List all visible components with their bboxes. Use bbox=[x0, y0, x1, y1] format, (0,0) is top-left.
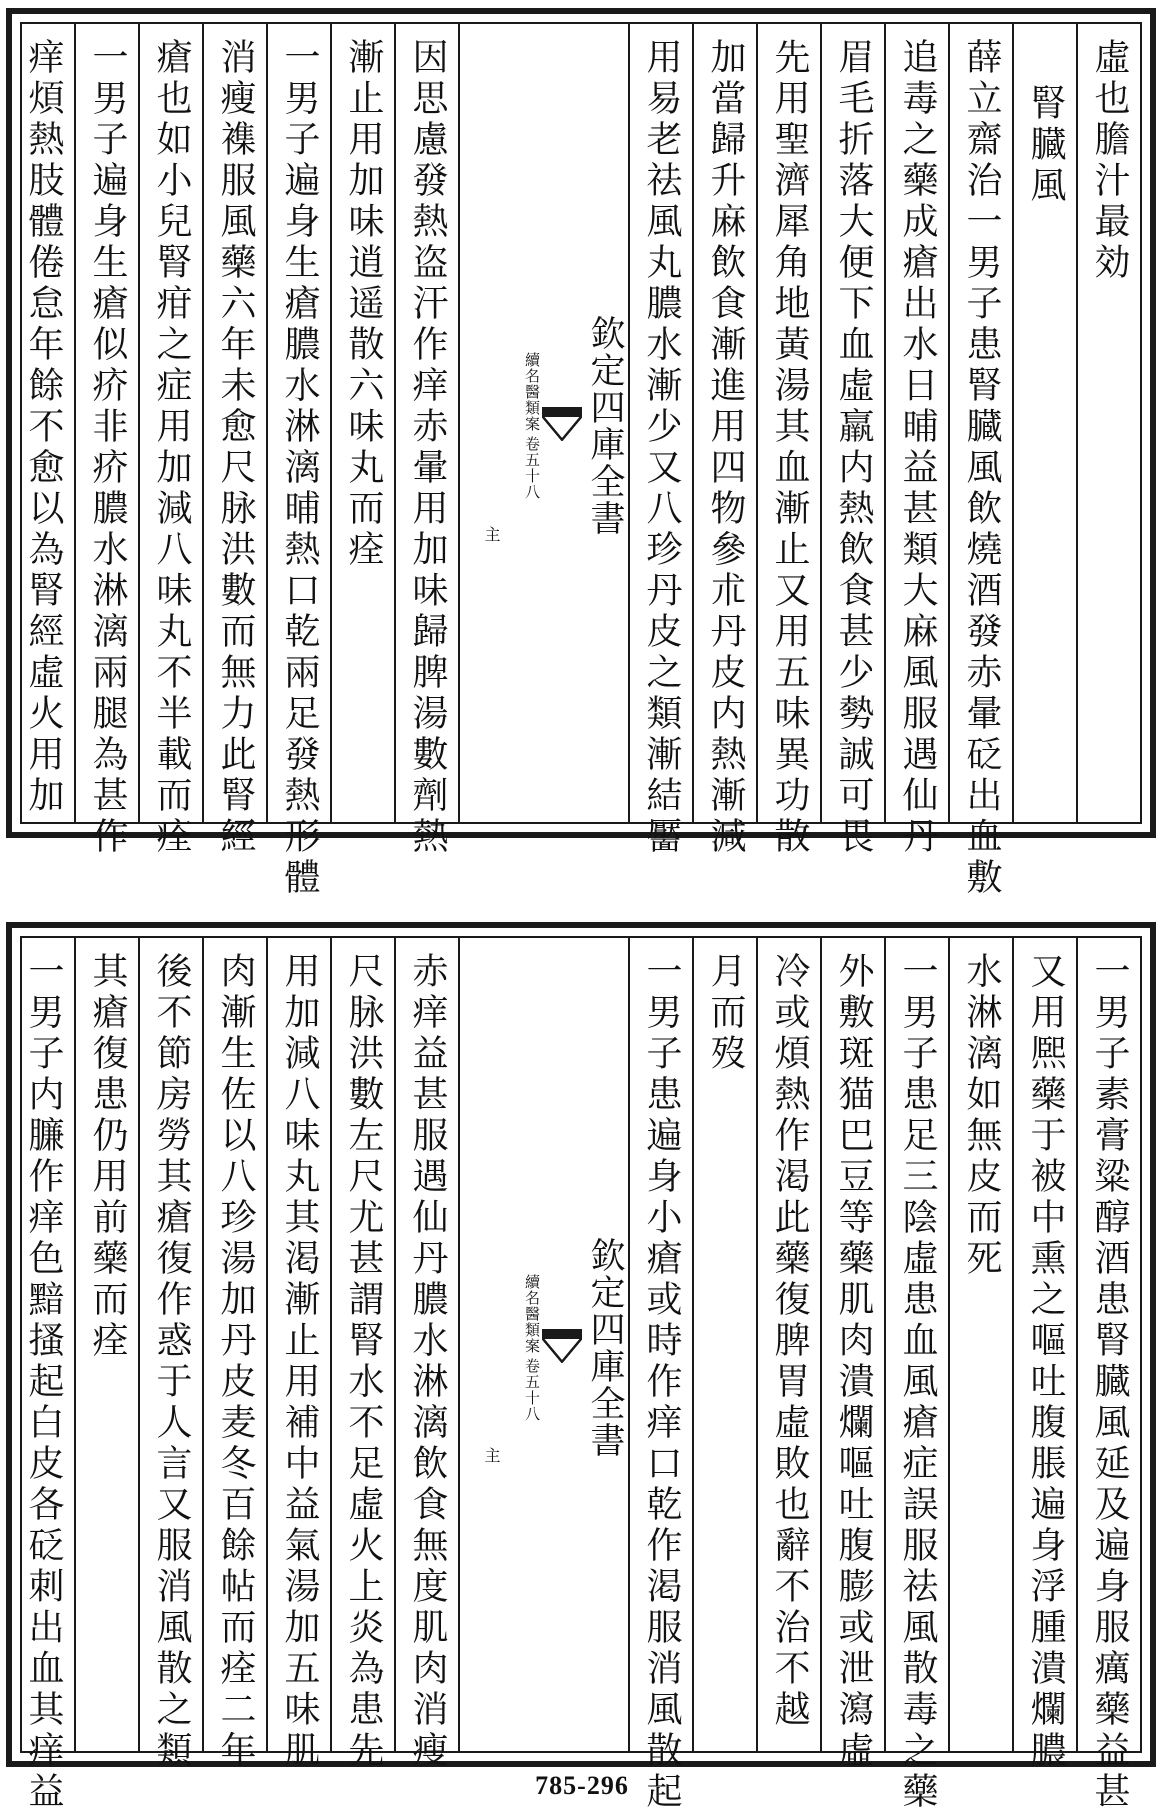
fishtail-mark bbox=[542, 407, 582, 441]
center-volume-info bbox=[522, 352, 542, 500]
text-column: 冷或煩熱作渇此藥復脾胃虛敗也辭不治不越 bbox=[756, 938, 820, 1751]
text-column: 水淋漓如無皮而死 bbox=[948, 938, 1012, 1751]
text-column: 腎臓風 bbox=[1012, 24, 1076, 822]
center-margin-column bbox=[458, 24, 628, 822]
center-margin-column bbox=[458, 938, 628, 1751]
center-book-title: 欽定四庫全書 bbox=[585, 1236, 625, 1459]
text-column: 赤痒益甚服遇仙丹膿水淋漓飲食無度肌肉消瘦 bbox=[394, 938, 458, 1751]
text-column: 一男子遍身生瘡膿水淋漓晡熱口乾兩足發熱形體 bbox=[266, 24, 330, 822]
center-leaf-number: 主 bbox=[482, 1447, 501, 1468]
text-column: 消瘦襍服風藥六年未愈尺脉洪數而無力此腎經 bbox=[202, 24, 266, 822]
text-column: 尺脉洪數左尺尤甚謂腎水不足虛火上炎為患先 bbox=[330, 938, 394, 1751]
center-volume-number: 卷五十八 bbox=[523, 1357, 541, 1422]
center-book-name: 續名醫類案 bbox=[523, 352, 541, 432]
text-column: 又用熈藥于被中熏之嘔吐腹脹遍身浮腫潰爛膿 bbox=[1012, 938, 1076, 1751]
center-leaf-number: 主 bbox=[482, 525, 501, 547]
text-column bbox=[0, 938, 10, 1751]
fishtail-mark bbox=[542, 1329, 582, 1363]
center-book-name: 續名醫類案 bbox=[523, 1273, 541, 1354]
text-column: 薛立齋治一男子患腎臓風飲燒酒發赤暈砭出血敷 bbox=[948, 24, 1012, 822]
center-volume-info bbox=[522, 1274, 542, 1422]
text-column: 月而歿 bbox=[692, 938, 756, 1751]
text-column: 一男子患足三陰虛患血風瘡症誤服祛風散毒之藥 bbox=[884, 938, 948, 1751]
top-text-frame bbox=[20, 22, 1142, 899]
text-column: 痒煩熱肢體倦怠年餘不愈以為腎經虛火用加 bbox=[10, 24, 74, 822]
text-column: 一男子内臁作痒色黯搔起白皮各砭刺出血其痒益 bbox=[10, 938, 74, 1751]
center-volume-number: 卷五十八 bbox=[523, 436, 541, 500]
text-column: 一男子遍身生瘡似疥非疥膿水淋漓兩腿為甚作 bbox=[74, 24, 138, 822]
text-column: 用易老祛風丸膿水漸少又八珍丹皮之類漸結靨 bbox=[628, 24, 692, 822]
text-column: 其瘡復患仍用前藥而痊 bbox=[74, 938, 138, 1751]
text-column: 一男子素膏粱醇酒患腎臓風延及遍身服癘藥益甚 bbox=[1076, 938, 1140, 1751]
text-column: 用加減八味丸其渇漸止用補中益氣湯加五味肌 bbox=[266, 938, 330, 1751]
text-column: 因思慮發熱盗汗作痒赤暈用加味歸脾湯數劑熱 bbox=[394, 24, 458, 822]
text-column: 後不節房勞其瘡復作惑于人言又服消風散之類 bbox=[138, 938, 202, 1751]
text-column bbox=[0, 24, 10, 822]
text-column: 肉漸生佐以八珍湯加丹皮麦冬百餘帖而痊二年 bbox=[202, 938, 266, 1751]
text-column: 追毒之藥成瘡出水日晡益甚類大麻風服遇仙丹 bbox=[884, 24, 948, 822]
text-column: 眉毛折落大便下血虛羸内熱飲食甚少勢誠可畏 bbox=[820, 24, 884, 822]
text-column: 先用聖濟犀角地黃湯其血漸止又用五味異功散 bbox=[756, 24, 820, 822]
page-number: 785-296 bbox=[535, 1771, 629, 1800]
text-column: 瘡也如小兒腎疳之症用加減八味丸不半載而痊 bbox=[138, 24, 202, 822]
center-book-title: 欽定四庫全書 bbox=[585, 315, 625, 537]
text-column: 漸止用加味逍遥散六味丸而痊 bbox=[330, 24, 394, 822]
text-column: 外敷斑猫巴豆等藥肌肉潰爛嘔吐腹膨或泄瀉虛 bbox=[820, 938, 884, 1751]
top-page-panel bbox=[6, 8, 1156, 899]
text-column: 虛也膽汁最効 bbox=[1076, 24, 1140, 822]
text-column: 一男子患遍身小瘡或時作痒口乾作渇服消風散起 bbox=[628, 938, 692, 1751]
text-column: 加當歸升麻飲食漸進用四物參朮丹皮内熱漸減 bbox=[692, 24, 756, 822]
